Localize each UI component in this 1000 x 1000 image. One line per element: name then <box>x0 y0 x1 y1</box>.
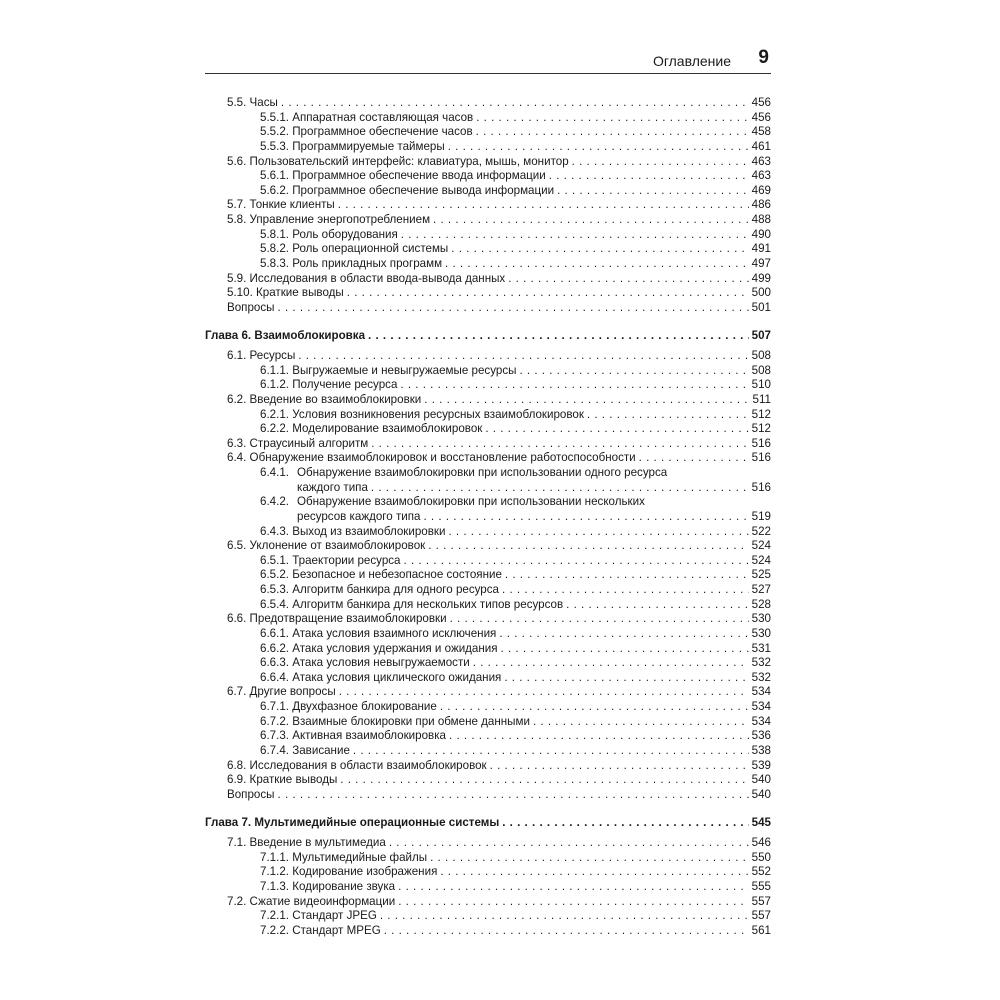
toc-text-continued: ресурсов каждого типа <box>297 509 421 523</box>
dot-leader <box>424 393 749 408</box>
dot-leader <box>389 836 749 851</box>
toc-page: 532 <box>751 656 771 670</box>
toc-page: 499 <box>751 271 771 285</box>
toc-section <box>205 539 771 554</box>
toc-section <box>205 612 771 627</box>
toc-page: 528 <box>751 597 771 611</box>
toc-text: 5.6.1. Программное обеспечение ввода информации <box>260 169 546 183</box>
toc-text: 6.2.1. Условия возникновения ресурсных взаимоблокировок <box>260 407 584 421</box>
toc-section <box>205 895 771 910</box>
dot-leader <box>401 228 749 243</box>
toc-subsection <box>205 715 771 730</box>
toc-section <box>205 96 771 111</box>
dot-leader <box>502 583 749 598</box>
dot-leader <box>398 895 748 910</box>
toc-text: 6.1.1. Выгружаемые и невыгружаемые ресурсы <box>260 363 517 377</box>
toc-page: 536 <box>751 729 771 743</box>
toc-subsection <box>205 583 771 598</box>
toc-subsection <box>205 642 771 657</box>
toc-page: 490 <box>751 227 771 241</box>
toc-subsection <box>205 184 771 199</box>
dot-leader <box>451 242 748 257</box>
toc-page: 463 <box>751 154 771 168</box>
dot-leader <box>533 715 749 730</box>
toc-text: 5.8.2. Роль операционной системы <box>260 242 449 256</box>
toc-text: 6.5.1. Траектории ресурса <box>260 553 401 567</box>
dot-leader <box>338 198 749 213</box>
toc-text: 7.1.1. Мультимедийные файлы <box>260 850 428 864</box>
toc-text: 6.5.3. Алгоритм банкира для одного ресурса <box>260 583 499 597</box>
dot-leader <box>440 865 748 880</box>
toc-text: 6.9. Краткие выводы <box>227 773 338 787</box>
toc-page: 525 <box>751 568 771 582</box>
toc-page: 522 <box>751 524 771 538</box>
dot-leader <box>298 349 748 364</box>
toc-page: 486 <box>751 198 771 212</box>
toc-text: Обнаружение взаимоблокировки при использовании одного ресурса <box>297 466 668 479</box>
toc-page: 491 <box>751 242 771 256</box>
toc-page: 469 <box>751 183 771 197</box>
toc-subsection <box>205 700 771 715</box>
dot-leader <box>428 539 748 554</box>
toc-page: 456 <box>751 110 771 124</box>
toc-page: 456 <box>751 96 771 109</box>
toc-page: 461 <box>751 139 771 153</box>
toc-page: 531 <box>751 641 771 655</box>
dot-leader <box>449 729 749 744</box>
toc-section <box>205 773 771 788</box>
toc-text: 6.5.2. Безопасное и небезопасное состояние <box>260 568 502 582</box>
toc-text: 7.1. Введение в мультимедиа <box>227 836 386 850</box>
toc-page: 510 <box>751 378 771 392</box>
toc-page: 508 <box>751 363 771 377</box>
toc-section <box>205 788 771 803</box>
toc-page: 501 <box>751 300 771 314</box>
dot-leader <box>502 816 748 831</box>
toc-page: 516 <box>751 451 771 465</box>
dot-leader <box>380 909 749 924</box>
dot-leader <box>400 378 748 393</box>
dot-leader <box>445 257 749 272</box>
dot-leader <box>476 111 748 126</box>
toc-section <box>205 451 771 466</box>
toc-subsection <box>205 228 771 243</box>
toc-text: 5.5.1. Аппаратная составляющая часов <box>260 110 474 124</box>
dot-leader <box>371 481 749 496</box>
dot-leader <box>505 568 749 583</box>
toc-text: 5.8.1. Роль оборудования <box>260 227 398 241</box>
header-rule <box>205 73 771 74</box>
toc-page: 497 <box>751 256 771 270</box>
toc-section <box>205 155 771 170</box>
toc-text: Глава 7. Мультимедийные операционные системы <box>205 816 500 830</box>
toc-subsection <box>205 111 771 126</box>
dot-leader <box>473 656 749 671</box>
dot-leader <box>587 408 749 423</box>
toc-subsection <box>205 125 771 140</box>
toc-page: 540 <box>751 773 771 787</box>
dot-leader <box>278 301 749 316</box>
toc-page: 530 <box>751 612 771 626</box>
dot-leader <box>476 125 749 140</box>
toc-number: 6.4.1. <box>260 466 290 479</box>
toc-subsection <box>205 568 771 583</box>
toc-subsection <box>205 257 771 272</box>
toc-page: 532 <box>751 670 771 684</box>
dot-leader <box>499 627 748 642</box>
dot-leader <box>404 554 749 569</box>
dot-leader <box>339 685 749 700</box>
toc-page: 463 <box>751 169 771 183</box>
toc-text: 7.2. Сжатие видеоинформации <box>227 894 396 908</box>
toc-subsection <box>205 729 771 744</box>
toc-page: 539 <box>751 758 771 772</box>
toc-page: 546 <box>751 836 771 850</box>
dot-leader <box>566 598 749 613</box>
toc-text: 6.7. Другие вопросы <box>227 685 336 699</box>
toc-text: Вопросы <box>227 300 275 314</box>
toc-page: 507 <box>751 329 771 343</box>
toc-text: 6.2.2. Моделирование взаимоблокировок <box>260 422 483 436</box>
dot-leader <box>448 140 749 155</box>
toc-text: 6.6.3. Атака условия невыгружаемости <box>260 656 470 670</box>
toc-page: 545 <box>751 816 771 830</box>
toc-text: 7.1.3. Кодирование звука <box>260 879 396 893</box>
toc-subsection <box>205 378 771 393</box>
toc-text: 6.6.1. Атака условия взаимного исключения <box>260 626 497 640</box>
toc-subsection <box>205 656 771 671</box>
toc-chapter <box>205 329 771 344</box>
toc-text: 5.5. Часы <box>227 96 278 109</box>
toc-page: 555 <box>751 879 771 893</box>
toc-page: 512 <box>751 407 771 421</box>
toc-section <box>205 685 771 700</box>
dot-leader <box>440 700 749 715</box>
toc-text: 6.3. Страусиный алгоритм <box>227 436 369 450</box>
toc-text: 6.6. Предотвращение взаимоблокировки <box>227 612 447 626</box>
dot-leader <box>557 184 749 199</box>
toc-page: 524 <box>751 539 771 553</box>
toc-text: 5.5.2. Программное обеспечение часов <box>260 125 473 139</box>
toc-subsection <box>205 422 771 437</box>
dot-leader <box>384 924 749 939</box>
toc-text: Вопросы <box>227 787 275 801</box>
dot-leader <box>639 451 749 466</box>
toc-text: 6.6.2. Атака условия удержания и ожидания <box>260 641 498 655</box>
toc-page: 561 <box>751 923 771 937</box>
toc-section <box>205 301 771 316</box>
dot-leader <box>549 169 749 184</box>
toc-text: 6.4.3. Выход из взаимоблокировки <box>260 524 446 538</box>
dot-leader <box>490 759 749 774</box>
dot-leader <box>448 525 748 540</box>
toc-text: 6.7.3. Активная взаимоблокировка <box>260 729 446 743</box>
toc-page: 527 <box>751 583 771 597</box>
toc-page: 534 <box>751 700 771 714</box>
toc-text: 5.8. Управление энергопотреблением <box>227 213 431 226</box>
toc-page: 458 <box>751 125 771 139</box>
toc-text: 5.8.3. Роль прикладных программ <box>260 256 443 270</box>
dot-leader <box>347 286 749 301</box>
toc-text: Обнаружение взаимоблокировки при использовании нескольких <box>297 495 645 509</box>
toc-text: 6.5.4. Алгоритм банкира для нескольких типов ресурсов <box>260 597 564 611</box>
toc-text: 6.7.4. Зависание <box>260 743 350 757</box>
toc-text: 7.2.2. Стандарт MPEG <box>260 923 381 937</box>
toc-subsection <box>205 671 771 686</box>
toc-page: 530 <box>751 626 771 640</box>
toc-text: 7.2.1. Стандарт JPEG <box>260 909 377 923</box>
toc-page: 534 <box>751 714 771 728</box>
dot-leader <box>485 422 748 437</box>
toc-section <box>205 393 771 408</box>
toc-subsection <box>205 880 771 895</box>
dot-leader <box>423 510 748 525</box>
toc-text: 5.9. Исследования в области ввода-вывода данных <box>227 271 506 285</box>
dot-leader <box>450 612 749 627</box>
toc-subsection <box>205 408 771 423</box>
toc-subsection <box>205 554 771 569</box>
toc-text: 6.1. Ресурсы <box>227 349 296 362</box>
toc-page: 516 <box>751 436 771 450</box>
toc-subsection <box>205 140 771 155</box>
toc-page: 552 <box>751 865 771 879</box>
toc-subsection <box>205 924 771 939</box>
toc-subsection <box>205 744 771 759</box>
dot-leader <box>572 155 749 170</box>
toc-text: 5.6. Пользовательский интерфейс: клавиатура, мышь, монитор <box>227 154 569 168</box>
toc-subsection <box>205 909 771 924</box>
toc-text: 5.6.2. Программное обеспечение вывода информации <box>260 183 555 197</box>
toc-subsection <box>205 466 771 495</box>
toc-section <box>205 272 771 287</box>
toc-section <box>205 286 771 301</box>
toc-text: 5.10. Краткие выводы <box>227 286 344 300</box>
toc-subsection <box>205 364 771 379</box>
running-title: Оглавление <box>652 53 731 69</box>
toc-page: 557 <box>751 909 771 923</box>
toc-page: 534 <box>751 685 771 699</box>
toc-page: 516 <box>751 480 771 494</box>
toc-subsection <box>205 627 771 642</box>
toc-subsection <box>205 495 771 524</box>
toc-text: 6.4. Обнаружение взаимоблокировок и восстановление работоспособности <box>227 451 636 465</box>
toc-text: 5.5.3. Программируемые таймеры <box>260 139 445 153</box>
dot-leader <box>508 272 748 287</box>
dot-leader <box>353 744 749 759</box>
toc-page: 550 <box>751 850 771 864</box>
dot-leader <box>501 642 749 657</box>
toc-page: 538 <box>751 743 771 757</box>
toc-section <box>205 349 771 364</box>
toc-section <box>205 198 771 213</box>
toc-page: 540 <box>751 787 771 801</box>
toc-page: 508 <box>751 349 771 362</box>
toc-page: 519 <box>751 509 771 523</box>
toc-text: 6.7.2. Взаимные блокировки при обмене данными <box>260 714 530 728</box>
toc-text: 6.7.1. Двухфазное блокирование <box>260 700 437 714</box>
toc-text: 6.5. Уклонение от взаимоблокировок <box>227 539 426 553</box>
toc-page: 557 <box>751 894 771 908</box>
dot-leader <box>398 880 749 895</box>
toc-text: 6.1.2. Получение ресурса <box>260 378 398 392</box>
toc-text: Глава 6. Взаимоблокировка <box>205 329 366 343</box>
toc-page: 488 <box>751 213 771 226</box>
toc-section <box>205 213 771 228</box>
toc-subsection <box>205 851 771 866</box>
toc-section <box>205 437 771 452</box>
toc-subsection <box>205 169 771 184</box>
toc-chapter <box>205 816 771 831</box>
dot-leader <box>368 329 749 344</box>
table-of-contents <box>205 96 771 938</box>
toc-text: 5.7. Тонкие клиенты <box>227 198 335 212</box>
page-number: 9 <box>758 47 769 68</box>
dot-leader <box>340 773 748 788</box>
toc-page: 512 <box>751 422 771 436</box>
toc-section <box>205 836 771 851</box>
toc-page: 524 <box>751 553 771 567</box>
dot-leader <box>371 437 748 452</box>
toc-text-continued: каждого типа <box>297 480 368 494</box>
toc-page: 500 <box>751 286 771 300</box>
dot-leader <box>281 96 749 111</box>
page-header <box>205 47 771 72</box>
toc-subsection <box>205 242 771 257</box>
toc-subsection <box>205 865 771 880</box>
toc-text: 6.8. Исследования в области взаимоблокировок <box>227 758 487 772</box>
dot-leader <box>278 788 749 803</box>
toc-text: 6.6.4. Атака условия циклического ожидания <box>260 670 502 684</box>
toc-subsection <box>205 598 771 613</box>
dot-leader <box>504 671 748 686</box>
dot-leader <box>433 213 749 228</box>
toc-text: 6.2. Введение во взаимоблокировки <box>227 392 422 406</box>
toc-number: 6.4.2. <box>260 495 290 509</box>
dot-leader <box>430 851 749 866</box>
dot-leader <box>519 364 748 379</box>
toc-subsection <box>205 525 771 540</box>
toc-page: 511 <box>752 392 771 406</box>
toc-text: 7.1.2. Кодирование изображения <box>260 865 438 879</box>
toc-section <box>205 759 771 774</box>
